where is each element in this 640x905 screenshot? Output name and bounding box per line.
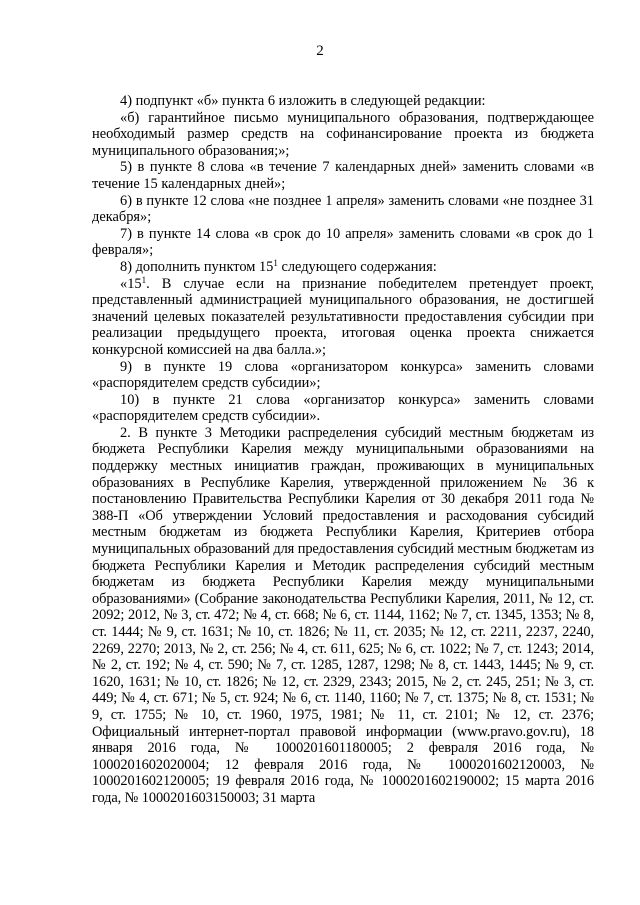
paragraph-item-10: 10) в пункте 21 слова «организатор конкурса» заменить словами «распорядителем средств субсидии». <box>92 391 594 425</box>
paragraph-item-6: 6) в пункте 12 слова «не позднее 1 апреля» заменить словами «не позднее 31 декабря»; <box>92 192 594 226</box>
paragraph-item-8-after: следующего содержания: <box>277 258 437 275</box>
paragraph-item-5: 5) в пункте 8 слова «в течение 7 календарных дней» заменить словами «в течение 15 календарных дней»; <box>92 159 594 192</box>
page-number: 2 <box>316 43 324 59</box>
superscript-1: 1 <box>141 274 147 285</box>
document-body <box>92 93 594 807</box>
paragraph-item-15-1 <box>92 276 594 359</box>
paragraph-item-8 <box>92 259 594 276</box>
paragraph-item-8-before: 8) дополнить пунктом 15 <box>120 258 274 275</box>
paragraph-section-2: 2. В пункте 3 Методики распределения субсидий местным бюджетам из бюджета Республики Карелия между муниципальными образованиями на поддержку местных инициатив граждан, проживающих в муниципальных образованиях в Республике Карелия, утвержденной приложением № 36 к постановлению Правительства Республики Карелия от 30 декабря 2011 года № 388-П «Об утверждении Условий предоставления и расходования субсидий местным бюджетам из бюджета Республики Карелия, Критериев отбора муниципальных образований для предоставления субсидий местным бюджетам из бюджета Республики Карелия и Методик распределения субсидий местным бюджетам из бюджета Республики Карелия между муниципальными образованиями» (Собрание законодательства Республики Карелия, 2011, № 12, ст. 2092; 2012, № 3, ст. 472; № 4, ст. 668; № 6, ст. 1144, 1162; № 7, ст. 1345, 1353; № 8, ст. 1444; № 9, ст. 1631; № 10, ст. 1826; № 11, ст. 2035; № 12, ст. 2211, 2237, 2240, 2269, 2270; 2013, № 2, ст. 256; № 4, ст. 611, 625; № 6, ст. 1022; № 7, ст. 1243; 2014, № 2, ст. 192; № 4, ст. 590; № 7, ст. 1285, 1287, 1298; № 8, ст. 1443, 1445; № 9, ст. 1620, 1631; № 10, ст. 1826; № 12, ст. 2329, 2343; 2015, № 2, ст. 245, 251; № 3, ст. 449; № 4, ст. 671; № 5, ст. 924; № 6, ст. 1140, 1160; № 7, ст. 1375; № 8, ст. 1531; № 9, ст. 1755; № 10, ст. 1960, 1975, 1981; № 11, ст. 2101; № 12, ст. 2376; Официальный интернет-портал правовой информации (www.pravo.gov.ru), 18 января 2016 года, № 1000201601180005; 2 февраля 2016 года, № 1000201602020004; 12 февраля 2016 года, № 1000201602120003, № 1000201602120005; 19 февраля 2016 года, № 1000201602190002; 15 марта 2016 года, № 1000201603150003; 31 марта <box>92 424 594 806</box>
paragraph-item-15-1-before: «15 <box>120 275 142 292</box>
superscript-1: 1 <box>273 257 278 268</box>
paragraph-item-7: 7) в пункте 14 слова «в срок до 10 апреля» заменить словами «в срок до 1 февраля»; <box>92 225 594 259</box>
paragraph-item-4b-text: «б) гарантийное письмо муниципального образования, подтверждающее необходимый размер средств на софинансирование проекта из бюджета муниципального образования;»; <box>92 109 594 159</box>
paragraph-item-4: 4) подпункт «б» пункта 6 изложить в следующей редакции: <box>120 93 486 109</box>
paragraph-item-15-1-after: . В случае если на признание победителем претендует проект, представленный администрацией муниципального образования, не достигшей значений целевых показателей результативности предоставления субсидии при реализации предыдущего проекта, итоговая оценка проекта снижается конкурсной комиссией на два балла.»; <box>92 275 594 358</box>
paragraph-item-9: 9) в пункте 19 слова «организатором конкурса» заменить словами «распорядителем средств субсидии»; <box>92 358 594 392</box>
